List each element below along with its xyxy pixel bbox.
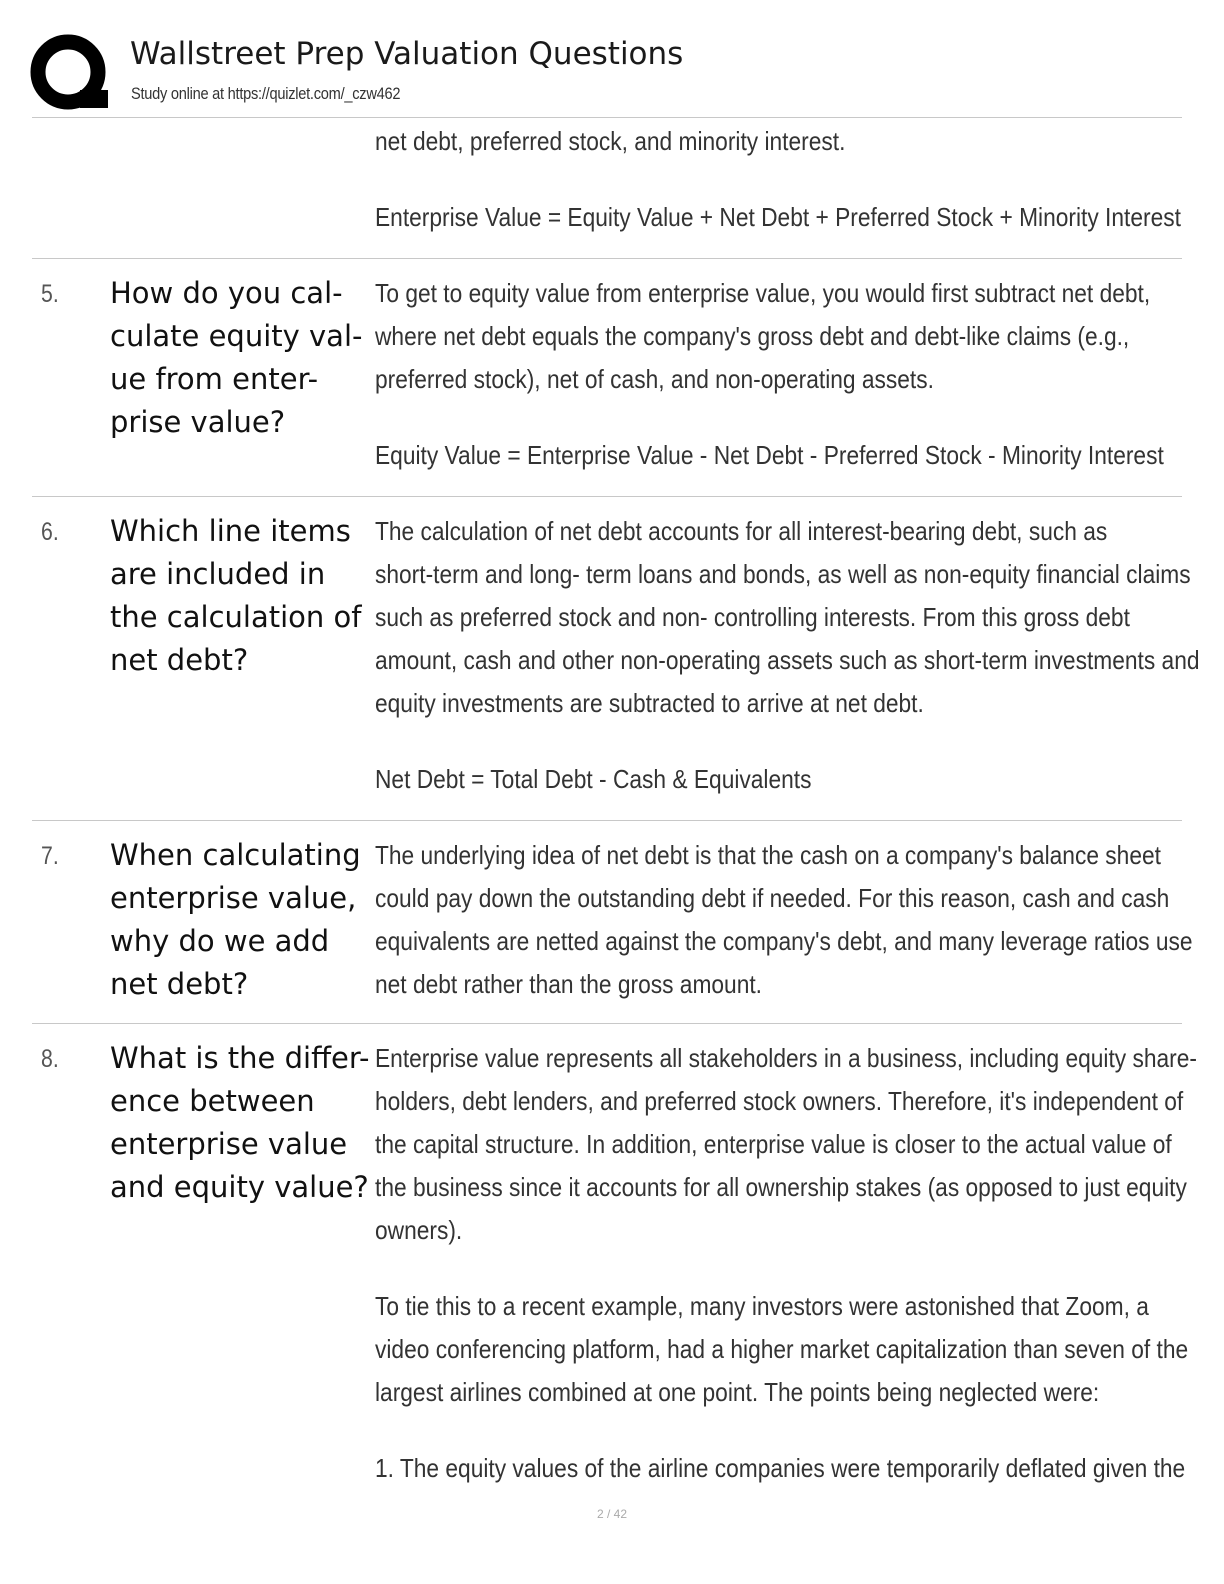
card-number: 6. xyxy=(41,518,59,546)
answer-line: The calculation of net debt accounts for all interest-bearing debt, such as xyxy=(375,516,1108,546)
card-number: 7. xyxy=(41,842,59,870)
answer-line: Equity Value = Enterprise Value - Net Debt - Preferred Stock - Minority Interest xyxy=(375,440,1164,470)
document-title: Wallstreet Prep Valuation Questions xyxy=(130,36,684,72)
card-question xyxy=(110,510,375,682)
question-line: enterprise value xyxy=(110,1127,348,1161)
continued-paragraph-1 xyxy=(375,120,1163,163)
answer-line: Enterprise value represents all stakeholders in a business, including equity share- xyxy=(375,1043,1197,1073)
question-line: net debt? xyxy=(110,967,249,1001)
answer-line: where net debt equals the company's gross debt and debt-like claims (e.g., xyxy=(375,321,1130,351)
answer-paragraph xyxy=(375,272,1163,401)
question-line: How do you cal- xyxy=(110,276,343,310)
card-divider xyxy=(32,496,1182,497)
document-subtitle: Study online at https://quizlet.com/_czw462 xyxy=(131,84,401,103)
answer-line: To get to equity value from enterprise value, you would first subtract net debt, xyxy=(375,278,1151,308)
answer-paragraph xyxy=(375,1447,1186,1490)
continued-answer xyxy=(375,120,1181,239)
answer-line: equity investments are subtracted to arrive at net debt. xyxy=(375,688,924,718)
question-line: are included in xyxy=(110,557,326,591)
quizlet-logo-icon xyxy=(30,34,110,114)
answer-line: holders, debt lenders, and preferred stock owners. Therefore, it's independent of xyxy=(375,1086,1184,1116)
answer-line: such as preferred stock and non- controlling interests. From this gross debt xyxy=(375,602,1130,632)
card-number: 5. xyxy=(41,280,59,308)
answer-line: largest airlines combined at one point. The points being neglected were: xyxy=(375,1377,1100,1407)
question-line: ence between xyxy=(110,1084,315,1118)
question-line: culate equity val- xyxy=(110,319,363,353)
answer-line: net debt rather than the gross amount. xyxy=(375,969,762,999)
card-divider xyxy=(32,1023,1182,1024)
answer-line: To tie this to a recent example, many investors were astonished that Zoom, a xyxy=(375,1291,1149,1321)
question-line: net debt? xyxy=(110,643,249,677)
answer-line: equivalents are netted against the company's debt, and many leverage ratios use xyxy=(375,926,1193,956)
card-divider xyxy=(32,820,1182,821)
answer-line: owners). xyxy=(375,1215,463,1245)
answer-line: 1. The equity values of the airline companies were temporarily deflated given the xyxy=(375,1453,1186,1483)
question-line: enterprise value, xyxy=(110,881,357,915)
question-line: What is the differ- xyxy=(110,1041,370,1075)
page-number: 2 / 42 xyxy=(596,1507,628,1521)
card-answer xyxy=(375,834,1193,1006)
answer-paragraph xyxy=(375,1037,1197,1252)
answer-line: the business since it accounts for all ownership stakes (as opposed to just equity xyxy=(375,1172,1187,1202)
answer-line: Net Debt = Total Debt - Cash & Equivalents xyxy=(375,764,812,794)
answer-line: short-term and long- term loans and bonds, as well as non-equity financial claims xyxy=(375,559,1191,589)
answer-line: The underlying idea of net debt is that the cash on a company's balance sheet xyxy=(375,840,1161,870)
answer-line: video conferencing platform, had a higher market capitalization than seven of the xyxy=(375,1334,1189,1364)
question-line: ue from enter- xyxy=(110,362,319,396)
question-line: and equity value? xyxy=(110,1170,369,1204)
card-answer xyxy=(375,272,1163,477)
card-question xyxy=(110,1037,375,1209)
answer-line: amount, cash and other non-operating assets such as short-term investments and xyxy=(375,645,1200,675)
answer-line: could pay down the outstanding debt if needed. For this reason, cash and cash xyxy=(375,883,1170,913)
card-divider xyxy=(32,258,1182,259)
answer-paragraph xyxy=(375,834,1193,1006)
card-answer xyxy=(375,1037,1197,1490)
page-header xyxy=(0,0,1224,118)
question-line: prise value? xyxy=(110,405,286,439)
answer-formula xyxy=(375,758,1163,801)
card-question xyxy=(110,272,375,444)
answer-line: the capital structure. In addition, enterprise value is closer to the actual value of xyxy=(375,1129,1172,1159)
question-line: Which line items xyxy=(110,514,351,548)
card-number: 8. xyxy=(41,1045,59,1073)
answer-line: net debt, preferred stock, and minority interest. xyxy=(375,126,846,156)
answer-line: preferred stock), net of cash, and non-operating assets. xyxy=(375,364,934,394)
card-question xyxy=(110,834,375,1006)
question-line: the calculation of xyxy=(110,600,362,634)
question-line: why do we add xyxy=(110,924,330,958)
card-answer xyxy=(375,510,1200,801)
continued-paragraph-2 xyxy=(375,196,1181,239)
answer-paragraph xyxy=(375,510,1200,725)
header-divider xyxy=(32,117,1182,118)
question-line: When calculating xyxy=(110,838,361,872)
answer-paragraph xyxy=(375,1285,1189,1414)
answer-formula xyxy=(375,434,1163,477)
answer-line: Enterprise Value = Equity Value + Net Debt + Preferred Stock + Minority Interest xyxy=(375,202,1181,232)
